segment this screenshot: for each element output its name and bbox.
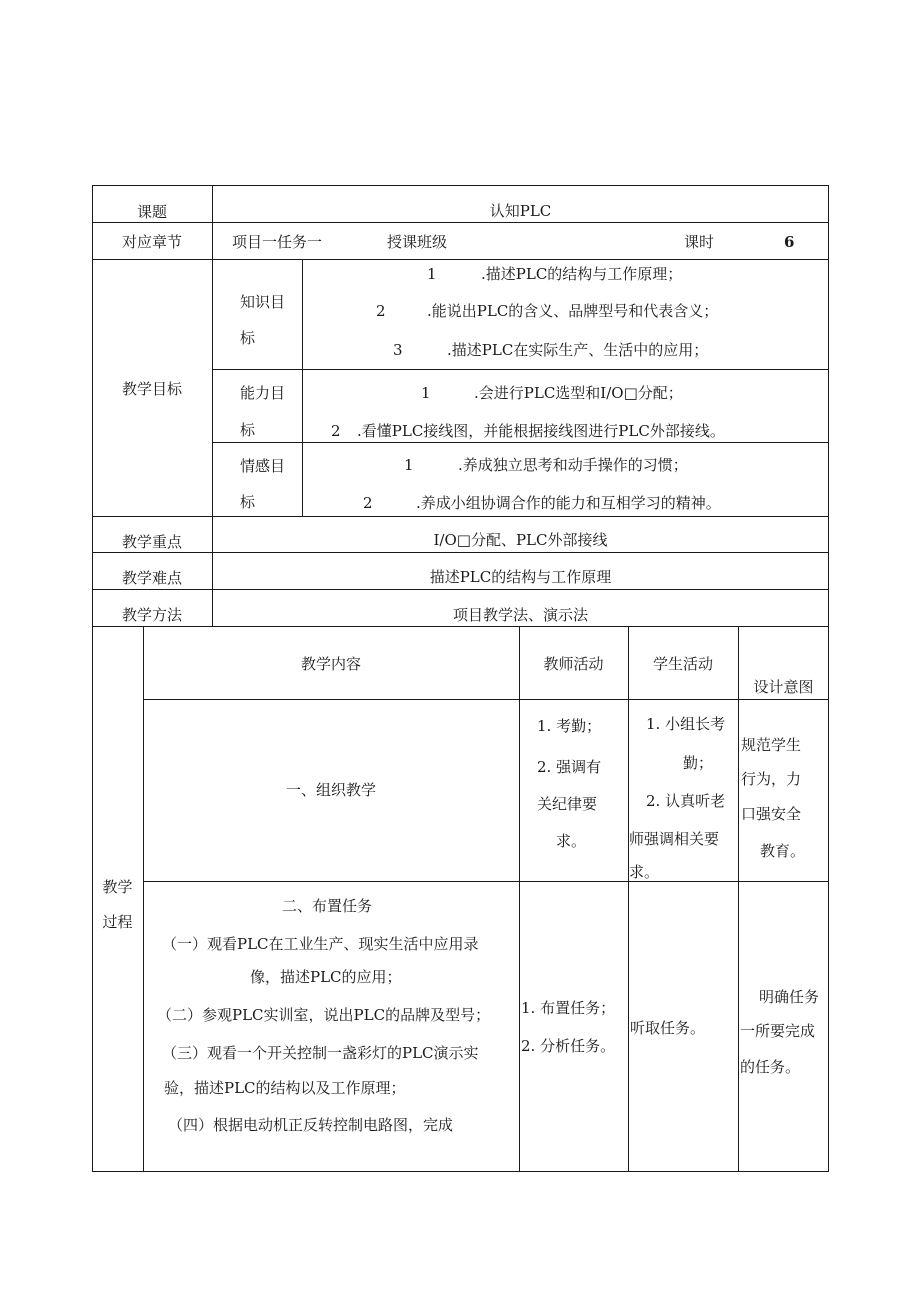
text-line: 1. 考勤；	[537, 717, 602, 735]
row-divider	[92, 552, 829, 553]
col-divider	[519, 626, 520, 1172]
col-divider	[143, 626, 144, 1172]
table-bottom-border	[92, 1171, 829, 1172]
hours-label: 课时	[684, 233, 715, 251]
col-divider	[738, 626, 739, 1172]
row-divider	[92, 222, 829, 223]
text-line: 口强安全	[741, 805, 802, 823]
hours-value: 6	[784, 233, 795, 251]
row-divider	[92, 259, 829, 260]
text-line: 行为，力	[741, 770, 802, 788]
text-line: 的任务。	[740, 1058, 801, 1076]
methods-value: 项目教学法、演示法	[452, 606, 588, 624]
text-line: 明确任务	[759, 988, 820, 1006]
col-divider	[302, 259, 303, 517]
ability-label-line1: 能力目	[240, 384, 286, 402]
item-number: 1	[427, 265, 437, 283]
text-line: 二、布置任务	[282, 897, 373, 915]
text-line: （二）参观PLC实训室，说出PLC的品牌及型号；	[157, 1006, 491, 1024]
emotion-label-line1: 情感目	[240, 457, 286, 475]
text-line: 师强调相关要	[629, 830, 720, 848]
text-line: 像，描述PLC的应用；	[250, 968, 402, 986]
key-points-value: I/O□分配、PLC外部接线	[433, 531, 608, 549]
ability-label-line2: 标	[240, 421, 256, 439]
col-divider	[628, 626, 629, 1172]
text-line: （四）根据电动机正反转控制电路图，完成	[168, 1116, 454, 1134]
knowledge-label-line1: 知识目	[240, 293, 286, 311]
row2-student: 听取任务。	[630, 1019, 706, 1037]
item-number: 1	[421, 384, 431, 402]
row-divider	[212, 369, 829, 370]
topic-value: 认知PLC	[489, 202, 552, 220]
text-line: 关纪律要	[537, 795, 598, 813]
row-divider	[92, 516, 829, 517]
emotion-label-line2: 标	[240, 493, 256, 511]
header-content: 教学内容	[300, 655, 361, 673]
text-line: 教育。	[760, 842, 806, 860]
chapter-value: 项目一任务一	[232, 233, 323, 251]
class-label: 授课班级	[387, 233, 448, 251]
row-divider	[92, 589, 829, 590]
col-divider	[212, 185, 213, 627]
item-number: 2	[363, 494, 373, 512]
key-points-label: 教学重点	[121, 533, 182, 551]
item-text: .养成独立思考和动手操作的习惯；	[458, 456, 688, 474]
knowledge-label-line2: 标	[240, 329, 256, 347]
topic-label: 课题	[136, 203, 167, 221]
text-line: 2. 强调有	[537, 758, 602, 776]
item-text: .会进行PLC选型和I/O□分配；	[474, 384, 683, 402]
methods-label: 教学方法	[121, 606, 182, 624]
process-label-line2: 过程	[102, 913, 133, 931]
header-intent: 设计意图	[753, 678, 814, 696]
table-left-border	[92, 185, 93, 1172]
difficulties-label: 教学难点	[121, 569, 182, 587]
item-number: 2	[376, 302, 386, 320]
text-line: 求。	[629, 863, 660, 881]
text-line: 一所要完成	[740, 1022, 816, 1040]
item-number: 3	[393, 341, 403, 359]
text-line: 勤；	[683, 754, 714, 772]
item-text: .描述PLC在实际生产、生活中的应用；	[447, 341, 709, 359]
text-line: 1. 布置任务；	[521, 999, 616, 1017]
process-label-line1: 教学	[102, 878, 133, 896]
text-line: 求。	[556, 832, 587, 850]
row-divider	[92, 626, 829, 627]
text-line: 验，描述PLC的结构以及工作原理；	[164, 1079, 406, 1097]
text-line: 规范学生	[741, 736, 802, 754]
header-student: 学生活动	[652, 655, 713, 673]
item-text: .描述PLC的结构与工作原理；	[481, 265, 683, 283]
item-text: .养成小组协调合作的能力和互相学习的精神。	[416, 494, 721, 512]
item-text: .看懂PLC接线图，并能根据接线图进行PLC外部接线。	[357, 422, 725, 440]
chapter-label: 对应章节	[121, 233, 182, 251]
text-line: （三）观看一个开关控制一盏彩灯的PLC演示实	[162, 1044, 479, 1062]
text-line: 2. 分析任务。	[521, 1037, 616, 1055]
text-line: 1. 小组长考	[646, 715, 726, 733]
difficulties-value: 描述PLC的结构与工作原理	[429, 568, 612, 586]
header-teacher: 教师活动	[543, 655, 604, 673]
text-line: （一）观看PLC在工业生产、现实生活中应用录	[162, 935, 479, 953]
item-number: 1	[404, 456, 414, 474]
row-divider	[212, 442, 829, 443]
text-line: 2. 认真听老	[646, 792, 726, 810]
objectives-label: 教学目标	[121, 380, 182, 398]
row1-content: 一、组织教学	[285, 781, 376, 799]
row-divider	[143, 881, 829, 882]
item-text: .能说出PLC的含义、品牌型号和代表含义；	[427, 302, 719, 320]
item-number: 2	[331, 422, 341, 440]
row-divider	[143, 699, 829, 700]
table-top-border	[92, 185, 829, 186]
